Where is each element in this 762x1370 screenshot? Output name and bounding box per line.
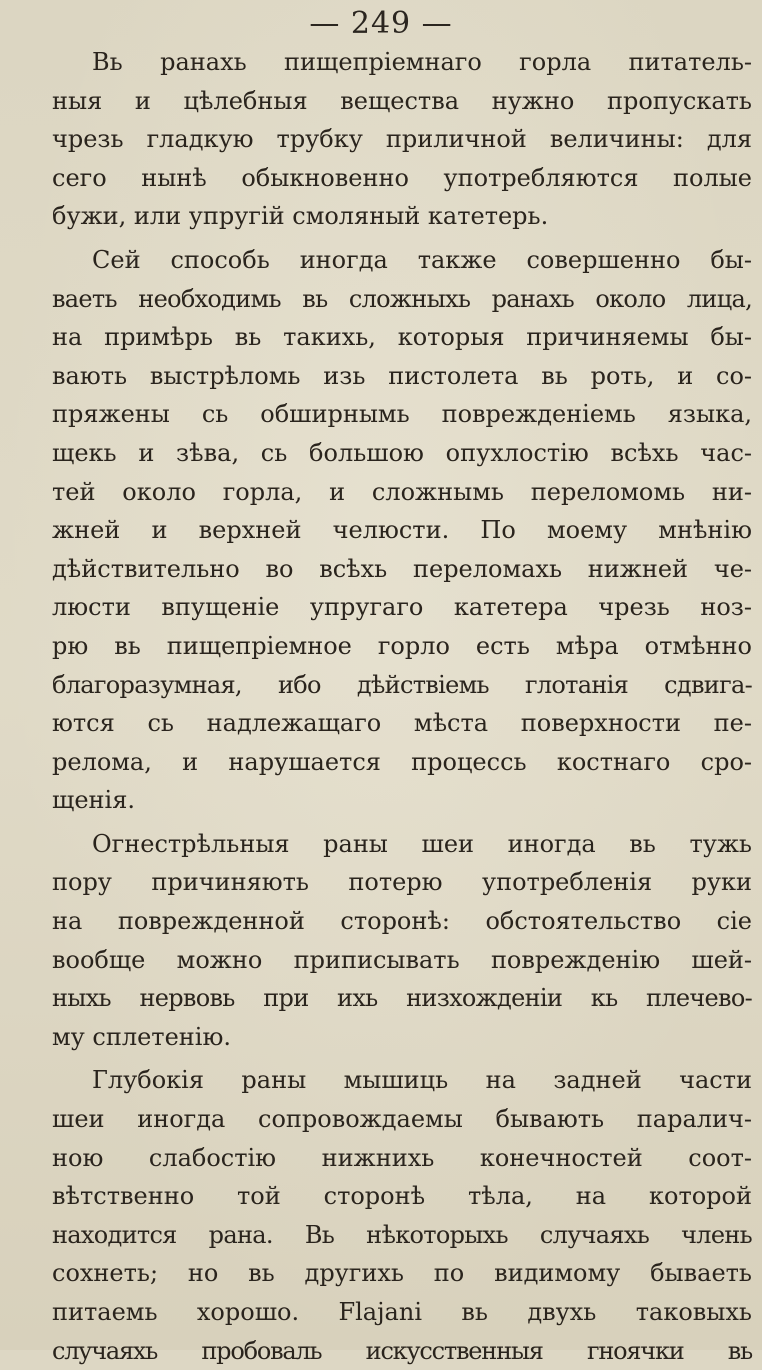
text-line: пряжены сь обширнымь поврежденіемь языка, — [52, 400, 752, 429]
page-number: — 249 — — [309, 6, 453, 41]
text-line: ваеть необходимь вь сложныхь ранахь около лица, — [52, 284, 752, 313]
text-line: сохнеть; но вь другихь по видимому бываеть — [52, 1259, 752, 1288]
text-line: благоразумная, ибо дѣйствіемь глотанія сдвига- — [52, 670, 752, 699]
text-line: дѣйствительно во всѣхь переломахь нижней че- — [52, 554, 752, 583]
text-line: ною слабостію нижнихь конечностей соот- — [52, 1143, 752, 1172]
text-line: му сплетенію. — [52, 1022, 231, 1051]
text-line: жней и верхней челюсти. По моему мнѣнію — [52, 516, 752, 545]
text-line: вають выстрѣломь изь пистолета вь роть, и со- — [52, 361, 752, 390]
text-line: Глубокія раны мышиць на задней части — [92, 1066, 752, 1095]
text-line: щенія. — [52, 786, 135, 815]
text-line: Огнестрѣльныя раны шеи иногда вь тужь — [92, 829, 752, 858]
text-line: находится рана. Вь нѣкоторыхь случаяхь члень — [52, 1220, 752, 1249]
text-line: Вь ранахь пищепріемнаго горла питатель- — [92, 48, 752, 76]
text-line: ются сь надлежащаго мѣста поверхности пе- — [52, 709, 752, 738]
text-line: люсти впущеніе упругаго катетера чрезь ноз- — [52, 593, 752, 622]
text-line: релома, и нарушается процессь костнаго сро- — [52, 747, 752, 776]
text-line: рю вь пищепріемное горло есть мѣра отмѣнно — [52, 631, 752, 660]
text-line: пору причиняють потерю употребленія руки — [52, 868, 752, 897]
text-line: чрезь гладкую трубку приличной величины: для — [52, 125, 752, 154]
text-line: случаяхь пробоваль искусственныя гноячки вь — [52, 1336, 752, 1365]
text-line: ныя и цѣлебныя вещества нужно пропускать — [52, 86, 752, 115]
text-line: шеи иногда сопровождаемы бывають паралич- — [52, 1105, 752, 1134]
text-line: ныхь нервовь при ихь низхожденіи кь плечево- — [52, 984, 752, 1013]
text-line: на поврежденной сторонѣ: обстоятельство сіе — [52, 907, 752, 936]
text-line: тей около горла, и сложнымь переломомь ни- — [52, 477, 752, 506]
text-line: сего нынѣ обыкновенно употребляются полые — [52, 163, 752, 192]
text-line: Сей способь иногда также совершенно бы- — [92, 245, 752, 274]
text-line: бужи, или упругій смоляный катетерь. — [52, 202, 549, 231]
text-line: на примѣрь вь такихь, которыя причиняемы бы- — [52, 323, 752, 352]
text-line: вѣтственно той сторонѣ тѣла, на которой — [52, 1182, 752, 1211]
text-line: питаемь хорошо. Flajani вь двухь таковыхь — [52, 1298, 752, 1326]
text-line: щекь и зѣва, сь большою опухлостію всѣхь час- — [52, 438, 752, 467]
text-line: вообще можно приписывать поврежденію шей- — [52, 945, 752, 974]
page-body — [52, 43, 752, 1370]
